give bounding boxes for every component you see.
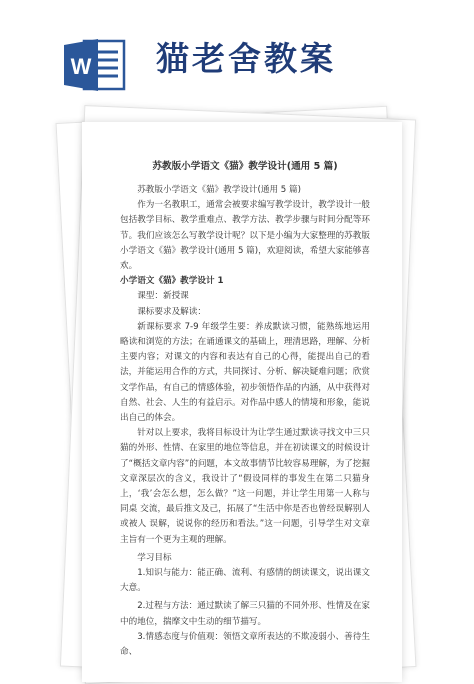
paragraph: 作为一名教职工，通常会被要求编写教学设计，教学设计一般包括教学目标、教学重难点、教学方法、教学步骤与时间分配等环节。我们应该怎么写教学设计呢？以下是小编为大家整理的苏教版小学语文《猫》教学设计(通用 5 篇)，欢迎阅读，希望大家能够喜欢。 (120, 200, 370, 272)
paragraph: 3.情感态度与价值观：领悟文章所表达的不欺凌弱小、善待生命、 (120, 631, 370, 658)
paragraph: 针对以上要求，我将目标设计为让学生通过默读寻找文中三只猫的外形、性情、在家里的地位等信息，并在初读课文的时候设计了“概括文章内容”的问题，本文故事情节比较容易理解，为了挖掘文章深层次的含义，我设计了“假设同样的事发生在第二只猫身上，‘我’会怎么想，怎么做？”这一问题，并让学生用第一人称与同桌 交流，最后推文及己，拓展了“生活中你是否也曾经误解别人或被人 误解，说说你的经历和看法。”这一问题，引导学生对文章主旨有一个更为主观的理解。 (120, 428, 370, 545)
document-page (82, 122, 402, 682)
header (0, 0, 474, 118)
paragraph: 课型：新授课 (137, 291, 189, 302)
word-document-icon (60, 35, 130, 95)
paragraph: 学习目标 (137, 552, 172, 563)
word-icon-letter: W (70, 54, 92, 79)
page-title: 猫老舍教案 (156, 39, 336, 78)
paragraph: 新课标要求 7-9 年级学生要：养成默读习惯，能熟练地运用略读和浏览的方法；在诵通课文的基础上，理清思路，理解、分析主要内容；对课文的内容和表达有自己的心得，能提出自己的看法，并能运用合作的方式，共同探讨、分析、解决疑难问题；欣赏文学作品，有自己的情感体验，初步领悟作品的内涵，从中获得对自然、社会、人生的有益启示。对作品中感人的情境和形象，能说出自己的体会。 (120, 321, 370, 424)
paragraph: 1.知识与能力：能正确、流利、有感情的朗读课文，说出课文大意。 (120, 568, 370, 594)
document-heading: 苏教版小学语文《猫》教学设计(通用 5 篇) (152, 161, 338, 172)
section-heading: 小学语文《猫》教学设计 1 (120, 276, 224, 287)
paragraph: 2.过程与方法：通过默读了解三只猫的不同外形、性情及在家中的地位，揣摩文中生动的细节描写。 (120, 601, 370, 627)
paragraph: 苏教版小学语文《猫》教学设计(通用 5 篇) (137, 185, 301, 195)
document-body (82, 160, 402, 660)
paragraph: 课标要求及解读： (137, 306, 206, 317)
